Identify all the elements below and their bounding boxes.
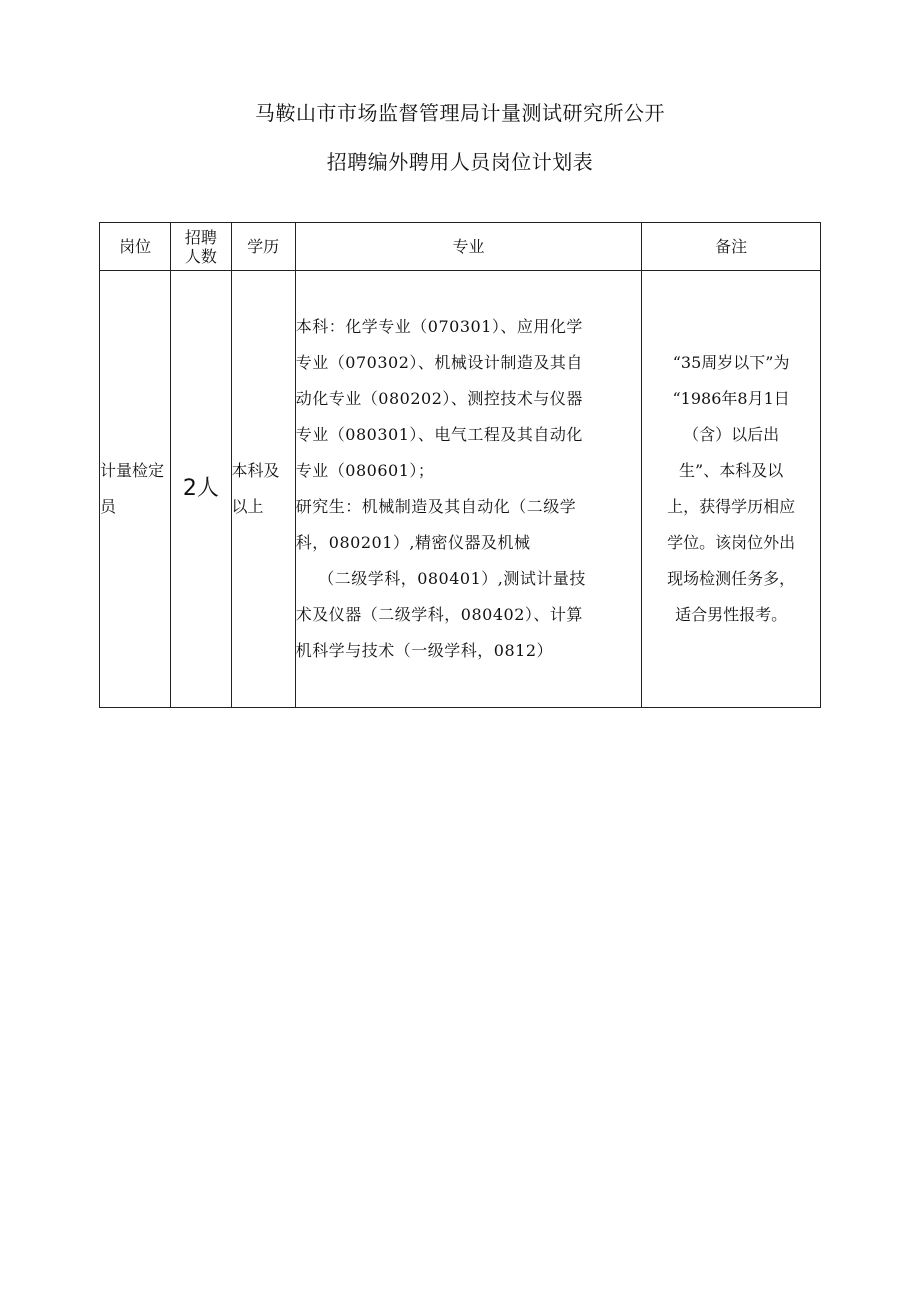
major-line: 科，080201）,精密仪器及机械: [295, 533, 531, 552]
major-line: 机科学与技术（一级学科，0812）: [295, 641, 554, 660]
remarks-line: （含）以后出: [683, 425, 780, 444]
header-major: 专业: [295, 223, 641, 271]
remarks-line: “35周岁以下”为: [672, 353, 790, 372]
major-line: 动化专业（080202）、测控技术与仪器: [295, 389, 583, 408]
header-count: [171, 223, 231, 271]
cell-position: [100, 271, 171, 708]
major-line: 专业（070302）、机械设计制造及其自: [295, 353, 583, 372]
remarks-line: “1986年8月1日: [672, 389, 790, 408]
document-title-line-1: 马鞍山市市场监督管理局计量测试研究所公开: [255, 101, 665, 125]
header-position: 岗位: [100, 223, 171, 271]
major-line: （二级学科，080401）,测试计量技: [318, 569, 586, 588]
remarks-line: 上，获得学历相应: [667, 497, 796, 516]
cell-major: [295, 271, 641, 708]
major-line: 专业（080601）；: [295, 461, 435, 480]
education-text: 本科及以上: [231, 461, 280, 516]
remarks-line: 学位。该岗位外出: [667, 533, 796, 552]
position-plan-table: [99, 222, 821, 708]
remarks-line: 适合男性报考。: [675, 605, 788, 624]
table-row: [100, 271, 821, 708]
major-line: 研究生：机械制造及其自动化（二级学: [295, 497, 577, 516]
remarks-line: 生”、本科及以: [679, 461, 784, 480]
document-title-line-2: 招聘编外聘用人员岗位计划表: [326, 150, 594, 174]
table-header-row: [100, 223, 821, 271]
cell-count: 2人: [171, 271, 231, 708]
major-line: 术及仪器（二级学科，080402）、计算: [295, 605, 583, 624]
cell-education: [231, 271, 295, 708]
cell-remarks: [642, 271, 821, 708]
header-education: 学历: [231, 223, 295, 271]
header-remarks: 备注: [642, 223, 821, 271]
header-count-text: 招聘人数: [184, 227, 217, 266]
position-text: 计量检定员: [100, 461, 165, 516]
major-line: 专业（080301）、电气工程及其自动化: [295, 425, 583, 444]
remarks-line: 现场检测任务多，: [667, 569, 796, 588]
major-line: 本科：化学专业（070301）、应用化学: [295, 317, 583, 336]
